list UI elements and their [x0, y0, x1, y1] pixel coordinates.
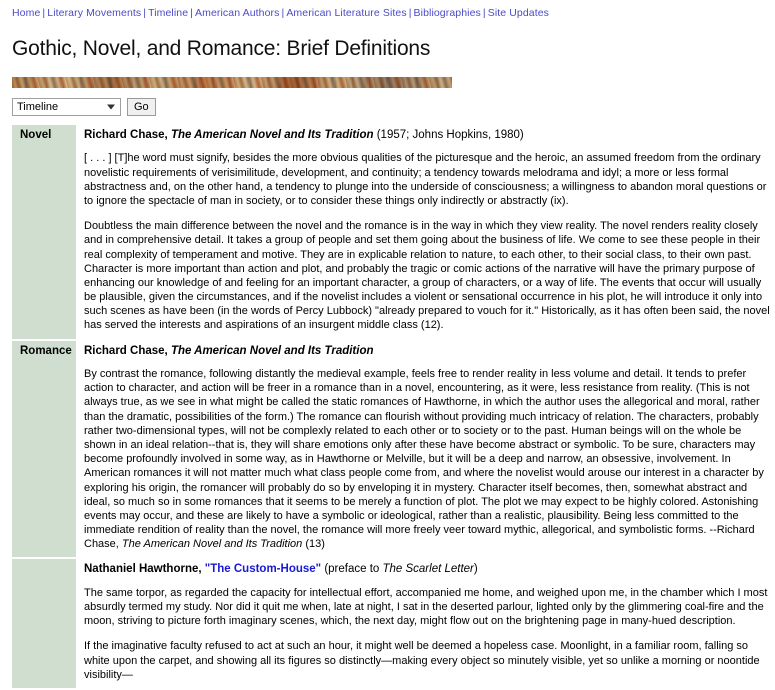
chevron-down-icon [107, 105, 115, 110]
entry-author: Richard Chase, [84, 344, 168, 357]
nav-link-site-updates[interactable]: Site Updates [487, 7, 550, 19]
navigation-form [6, 96, 769, 123]
page-title: Gothic, Novel, and Romance: Brief Definitions [12, 37, 431, 60]
entry-heading [84, 128, 773, 142]
nav-separator: | [143, 7, 147, 19]
site-navigation [6, 0, 769, 23]
paragraph: The same torpor, as regarded the capacity for intellectual effort, accompanied me home, and weighed upon me, in the chamber which I most absurdly termed my study. Nor did it quit me when, late at night, I sat in the deserted parlour, lighted only by the glimmering coal-fire and the moon, striving to picture forth imaginary scenes, which, the next day, might flow out on the brightening page in many-hued description. [84, 586, 768, 628]
paragraph-citation-page: (13) [302, 538, 325, 551]
entry-work-title: The American Novel and Its Tradition [170, 129, 374, 141]
nav-separator: | [190, 7, 193, 19]
paragraph-citation-title: The American Novel and Its Tradition [121, 538, 303, 551]
row-content-hawthorne [76, 559, 775, 688]
nav-separator: | [408, 7, 412, 19]
row-label-novel: Novel [12, 125, 76, 339]
entry-heading [84, 344, 773, 358]
custom-house-link[interactable]: "The Custom-House" [204, 563, 322, 576]
go-button[interactable]: Go [127, 98, 156, 116]
nav-separator: | [42, 7, 46, 19]
table-row [12, 559, 775, 688]
definitions-table [12, 123, 775, 690]
paragraph [84, 367, 773, 551]
row-label-romance: Romance [12, 341, 76, 558]
row-content-romance [76, 341, 775, 558]
nav-link-home[interactable]: Home [12, 7, 41, 19]
entry-heading [84, 562, 773, 576]
nav-link-american-authors[interactable]: American Authors [195, 7, 280, 19]
entry-publication-info: (1957; Johns Hopkins, 1980) [376, 129, 524, 141]
row-label-empty [12, 559, 76, 688]
entry-author: Richard Chase, [84, 129, 168, 141]
nav-separator: | [281, 7, 285, 19]
nav-link-timeline[interactable]: Timeline [148, 7, 189, 19]
entry-work-title: The Scarlet Letter [382, 563, 474, 576]
section-select-value: Timeline [17, 101, 59, 113]
table-row [12, 125, 775, 339]
entry-preface-label: (preface to [324, 563, 383, 576]
entry-work-title: The American Novel and Its Tradition [170, 344, 374, 357]
section-select[interactable] [12, 98, 121, 116]
paragraph: If the imaginative faculty refused to act at such an hour, it might well be deemed a hopeless case. Moonlight, in a familiar room, falling so white upon the carpet, and showing all its figures so distinctly—making every object so minutely visible, yet so unlike a morning or noontide visibility— [84, 640, 760, 681]
marbled-rule-image [12, 77, 452, 88]
paragraph: [ . . . ] [T]he word must signify, besides the more obvious qualities of the picturesque and the heroic, an assumed freedom from the ordinary novelistic requirements of verisimilitude, development, and continuity; a tendency towards melodrama and idyl; a more or less formal abstractness and, on the other hand, a tendency to plunge into the underside of consciousness; a willingness to abandon moral questions or to ignore the spectacle of man in society, or to consider these things only indirectly or abstractly (ix). [84, 152, 767, 207]
paragraph: Doubtless the main difference between the novel and the romance is in the way in which they view reality. The novel renders reality closely and in comprehensive detail. It takes a group of people and set them going about the business of life. We come to see these people in their real complexity of temperament and motive. They are in explicable relation to nature, to each other, to their social class, to their own past. Character is more important than action and plot, and probably the tragic or comic actions of the narrative will have the primary purpose of enhancing our knowledge of and feeling for an important character, a group of characters, or a way of life. The events that occur will usually be plausible, given the circumstances, and if the novelist includes a violent or sensational occurrence in his plot, he will introduce it only into such scenes as have been (in the words of Percy Lubbock) "already prepared to vouch for it." Historically, as it has often been said, the novel has served the interests and aspirations of an insurgent middle class (12). [84, 220, 770, 332]
nav-link-literary-movements[interactable]: Literary Movements [47, 7, 142, 19]
entry-author: Nathaniel Hawthorne, [84, 563, 202, 576]
paragraph-text: By contrast the romance, following distantly the medieval example, feels free to render reality in less volume and detail. It tends to prefer action to character, and action will be freer in a romance than in a novel, encountering, as it were, less resistance from reality. (This is not always true, as we see in what might be called the static romances of Hawthorne, in which the author uses the allegorical and moral, rather than the dramatic, possibilities of the form.) The romance can flourish without providing much intricacy of relation. The characters, probably rather two-dimensional types, will not be complexly related to each other or to society or to the past. Human beings will on the whole be shown in an ideal relation--that is, they will share emotions only after these have become abstract or symbolic. To be sure, characters may become profoundly involved in some way, as in Hawthorne or Melville, but it will be a deep and narrow, an obsessive, involvement. In American romances it will not matter much what class people come from, and where the novelist would arouse our interest in a character by exploring his origin, the romancer will probably do so by enveloping it in mystery. Character itself becomes, then, somewhat abstract and ideal, so much so in some romances that it seems to be merely a function of plot. The plot we may expect to be highly colored. Astonishing events may occur, and these are likely to have a symbolic or ideological, rather than a realistic, plausibility. Being less committed to the immediate rendition of reality than the novel, the romance will more freely veer toward mythic, allegorical, and symbolistic forms. --Richard Chase, [84, 368, 764, 551]
banner-container [6, 71, 769, 96]
table-row [12, 341, 775, 558]
nav-separator: | [482, 7, 486, 19]
entry-suffix: ) [473, 563, 478, 576]
nav-link-american-literature-sites[interactable]: American Literature Sites [286, 7, 407, 19]
row-content-novel [76, 125, 775, 339]
nav-link-bibliographies[interactable]: Bibliographies [413, 7, 481, 19]
